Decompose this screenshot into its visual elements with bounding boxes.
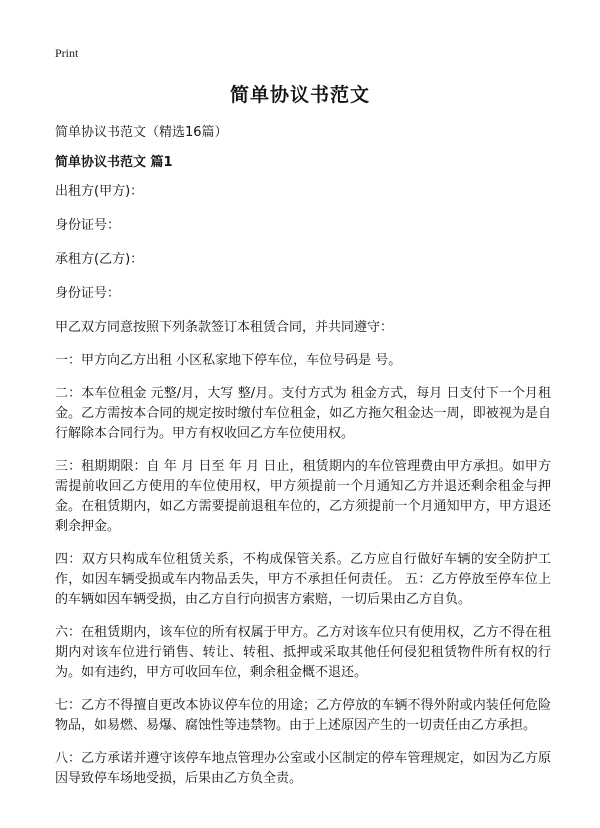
document-subtitle: 简单协议书范文（精选16篇） bbox=[55, 125, 228, 140]
intro-paragraph: 甲乙双方同意按照下列条款签订本租赁合同，并共同遵守： bbox=[55, 320, 394, 335]
clause-1: 一：甲方向乙方出租 小区私家地下停车位，车位号码是 号。 bbox=[55, 353, 402, 368]
document-body bbox=[55, 182, 551, 802]
clause-2: 二：本车位租金 元整/月，大写 整/月。支付方式为 租金方式，每月 日支付下一个月租金。乙方需按本合同的规定按时缴付车位租金，如乙方拖欠租金达一周，即被视为是自行解除本合同行为。甲方有权收回乙方车位使用权。 bbox=[55, 386, 551, 441]
clause-6: 六：在租赁期内，该车位的所有权属于甲方。乙方对该车位只有使用权，乙方不得在租期内对该车位进行销售、转让、转租、抵押或采取其他任何侵犯租赁物件所有权的行为。如有违约，甲方可收回车位，剩余租金概不退还。 bbox=[55, 625, 551, 680]
clause-3: 三：租期期限：自 年 月 日至 年 月 日止，租赁期内的车位管理费由甲方承担。如甲方需提前收回乙方使用的车位使用权，甲方须提前一个月通知乙方并退还剩余租金与押金。在租赁期内，如乙方需要提前退租车位的，乙方须提前一个月通知甲方，甲方退还剩余押金。 bbox=[55, 459, 551, 534]
lessor-id-field: 身份证号： bbox=[55, 218, 121, 233]
document-title: 简单协议书范文 bbox=[229, 84, 370, 106]
clause-8: 八：乙方承诺并遵守该停车地点管理办公室或小区制定的停车管理规定，如因为乙方原因导致停车场地受损，后果由乙方负全责。 bbox=[55, 751, 551, 786]
lessor-field: 出租方(甲方)： bbox=[55, 184, 144, 199]
lessee-field: 承租方(乙方)： bbox=[55, 252, 144, 267]
clause-4-5: 四：双方只构成车位租赁关系，不构成保管关系。乙方应自行做好车辆的安全防护工作，如因车辆受损或车内物品丢失，甲方不承担任何责任。 五：乙方停放至停车位上的车辆如因车辆受损，由乙方自行向损害方索赔，一切后果由乙方自负。 bbox=[55, 552, 551, 607]
section-heading: 简单协议书范文 篇1 bbox=[55, 155, 173, 170]
print-link[interactable]: Print bbox=[55, 46, 79, 60]
clause-7: 七：乙方不得擅自更改本协议停车位的用途；乙方停放的车辆不得外附或内装任何危险物品，如易燃、易爆、腐蚀性等违禁物。由于上述原因产生的一切责任由乙方承担。 bbox=[55, 698, 551, 733]
lessee-id-field: 身份证号： bbox=[55, 286, 121, 301]
